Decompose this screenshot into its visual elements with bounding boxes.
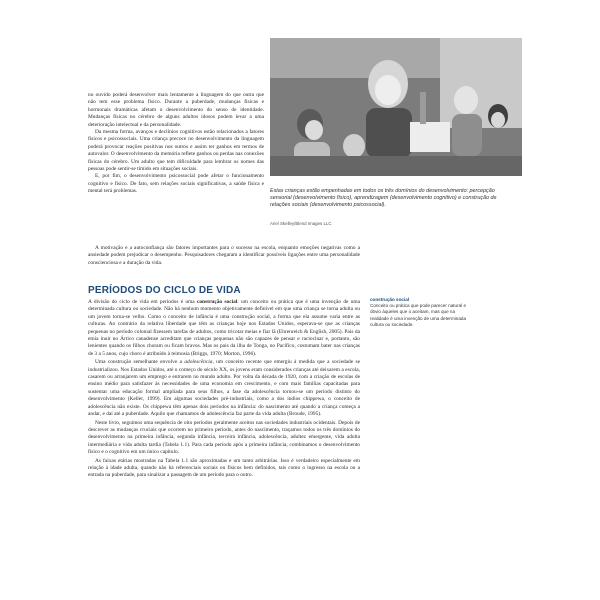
paragraph: As faixas etárias mostradas na Tabela 1.1 são aproximadas e um tanto arbitrárias. Isso é verdadeiro especialmente em relação à idade adulta, quando não há referenciais sociais ou físicos bem definidos, tais como o ingresso na escola ou a entrada na puberdade, para sinalizar a passagem de um período para o outro.: [88, 457, 360, 479]
section-heading: PERÍODOS DO CICLO DE VIDA: [88, 285, 241, 296]
photo-credit: Ariel Skelley/Blend Images LLC: [270, 221, 332, 226]
photo-caption: Estas crianças estão empenhadas em todos os três domínios do desenvolvimento: percepção sensorial (desenvolvimento físico), aprendizagem (desenvolvimento cognitivo) e construção de relações sociais (desenvolvimento psicossocial).: [270, 188, 497, 209]
top-text-column: [88, 92, 264, 196]
paragraph: [88, 359, 360, 418]
paragraph: A motivação e a autoconfiança são fatores importantes para o sucesso na escola, enquanto emoções negativas como a ansiedade podem prejudicar o desempenho. Pesquisadores chegaram a identificar possíveis ligações entre uma personalidade conscienciosa e a duração da vida.: [88, 245, 360, 266]
text-run: : um conceito ou prática que é uma invenção de uma determinada cultura ou sociedade. Não há nenhum momento objetivamente definível em que uma criança se torna adulta ou um jovem torna-se velho. Como o conceito de infância é uma construção social, a forma que ela assume varia entre as culturas. Ao contrário da relativa liberdade que têm as crianças hoje nos Estados Unidos, esperava-se que as crianças pequenas no período colonial fizessem tarefas de adultos, como tricotar meias e fiar lã (Ehrenreich & English, 2005). Pais da etnia inuit no Ártico canadense acreditam que crianças pequenas não são capazes de pensar e raciocinar e, portanto, são lenientes quando os filhos choram ou ficam bravos. Mas os pais da ilha de Tonga, no Pacífico, costumam bater nas crianças de 3 a 5 anos, cujo choro é atribuído à teimosia (Briggs, 1970; Morton, 1996).: [88, 299, 360, 357]
paragraph: no ouvido poderá desenvolver mais lentamente a linguagem do que outra que não tem esse problema físico. Durante a puberdade, mudanças físicas e hormonais dramáticas afetam o desenvolvimento do senso de identidade. Mudanças físicas no cérebro de alguns adultos idosos podem levar a uma deterioração intelectual e da personalidade.: [88, 92, 264, 128]
italic-term: adolescência: [184, 359, 213, 366]
glossary-term: construção social: [370, 297, 410, 302]
children-classroom-photo: [270, 38, 522, 176]
text-run: A divisão do ciclo de vida em períodos é uma: [88, 299, 197, 305]
glossary-definition: Conceito ou prática que pode parecer natural e óbvio àqueles que o aceitam, mas que na realidade é uma invenção de uma determinada cultura ou sociedade.: [370, 303, 467, 327]
section-body: [88, 299, 360, 480]
text-run: Uma construção semelhante envolve a: [95, 359, 185, 366]
margin-glossary-note: [370, 297, 470, 328]
paragraph: [88, 299, 360, 358]
photo-illustration: [270, 38, 522, 176]
key-term: construção social: [196, 299, 238, 305]
paragraph: E, por fim, o desenvolvimento psicossocial pode afetar o funcionamento cognitivo e físico. De fato, sem relações sociais significativas, a saúde física e mental terá problemas.: [88, 173, 264, 195]
wide-paragraph: [88, 245, 360, 267]
paragraph: Da mesma forma, avanços e declínios cognitivos estão relacionados a fatores físicos e psicossociais. Uma criança precoce no desenvolvimento da linguagem poderá provocar reações positivas nos outros e assim ter ganhos em termos de autovalor. O desenvolvimento da memória reflete ganhos ou perdas nas conexões físicas do cérebro. Um adulto que tem dificuldade para lembrar os nomes das pessoas pode sentir-se tímido em situações sociais.: [88, 129, 264, 173]
text-run: , um conceito recente que emergiu à medida que a sociedade se industrializou. Nos Estados Unidos, até o começo do século XX, os jovens eram considerados crianças até deixarem a escola, casarem ou arranjarem um emprego e entrarem no mundo adulto. Por volta da década de 1920, com a criação de escolas de ensino médio para satisfazer às necessidades de uma economia em crescimento, e com mais famílias capacitadas para sustentar uma educação formal ampliada para seus filhos, a fase da adolescência tornou-se um período distinto do desenvolvimento (Keller, 1999). Em algumas sociedades pré-industriais, como a dos índios chippewa, o conceito de adolescência não existe. Os chippewa têm apenas dois períodos na infância: do nascimento até quando a criança começa a andar, e daí até a puberdade. Aquilo que chamamos de adolescência faz parte da vida adulta (Broude, 1995).: [88, 359, 360, 418]
paragraph: Neste livro, seguimos uma sequência de oito períodos geralmente aceitos nas sociedades industriais ocidentais. Depois de descrever as mudanças cruciais que ocorrem no primeiro período, antes do nascimento, traçamos todos os três domínios do desenvolvimento na primeira infância, segunda infância, terceira infância, adolescência, adultez emergente, vida adulta intermediária e vida adulta tardia (Tabela 1.1). Para cada período após a primeira infância, combinamos o desenvolvimento físico e o cognitivo em um único capítulo.: [88, 419, 360, 456]
